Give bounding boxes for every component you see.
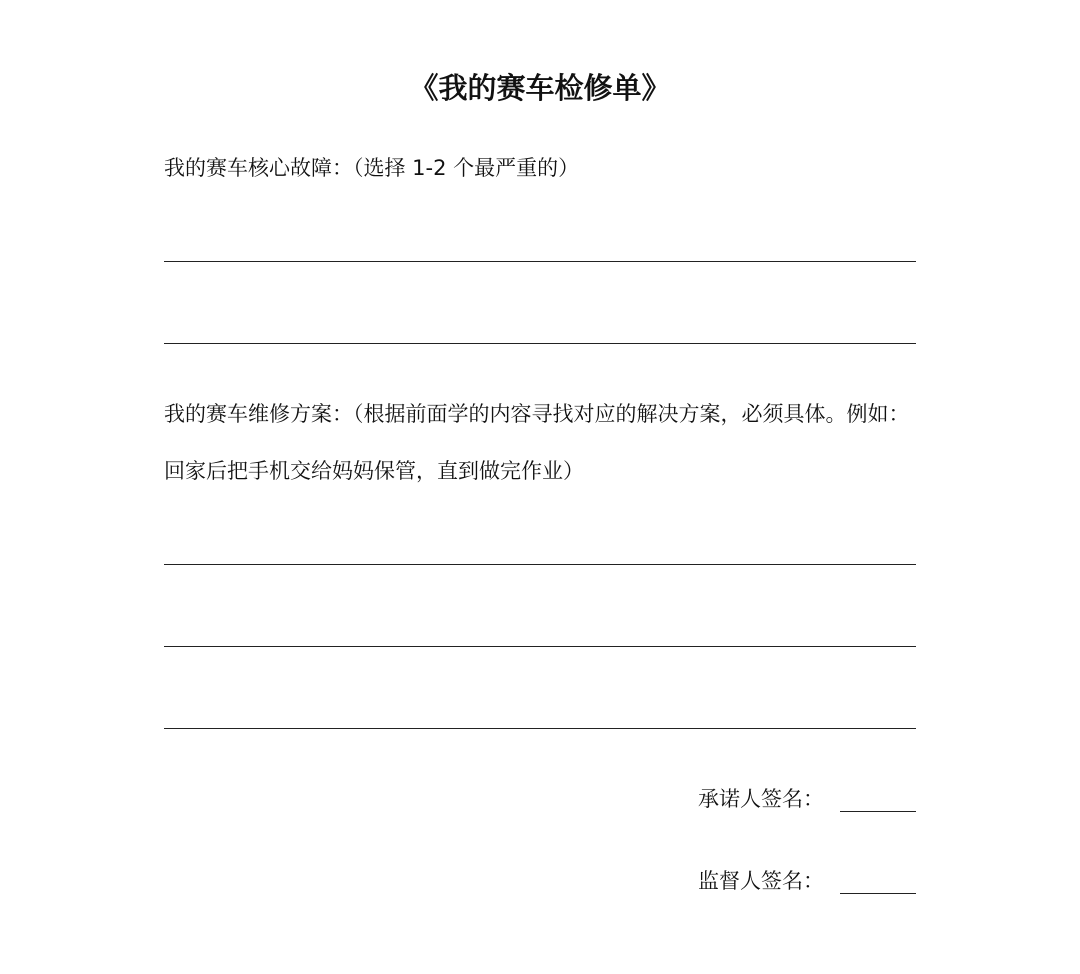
repair-answer-line-1[interactable] (164, 564, 916, 565)
fault-answer-line-1[interactable] (164, 261, 916, 262)
promiser-signature-line[interactable] (840, 811, 916, 812)
repair-prompt-line-1: 我的赛车维修方案：（根据前面学的内容寻找对应的解决方案，必须具体。例如： (164, 402, 910, 426)
repair-answer-line-3[interactable] (164, 728, 916, 729)
page-title: 《我的赛车检修单》 (409, 71, 671, 105)
fault-prompt: 我的赛车核心故障：（选择 1-2 个最严重的） (164, 156, 580, 180)
repair-answer-line-2[interactable] (164, 646, 916, 647)
fault-answer-line-2[interactable] (164, 343, 916, 344)
supervisor-signature-line[interactable] (840, 893, 916, 894)
repair-prompt-line-2: 回家后把手机交给妈妈保管，直到做完作业） (164, 459, 584, 483)
promiser-signature-label: 承诺人签名： (698, 787, 824, 811)
supervisor-signature-label: 监督人签名： (698, 869, 824, 893)
